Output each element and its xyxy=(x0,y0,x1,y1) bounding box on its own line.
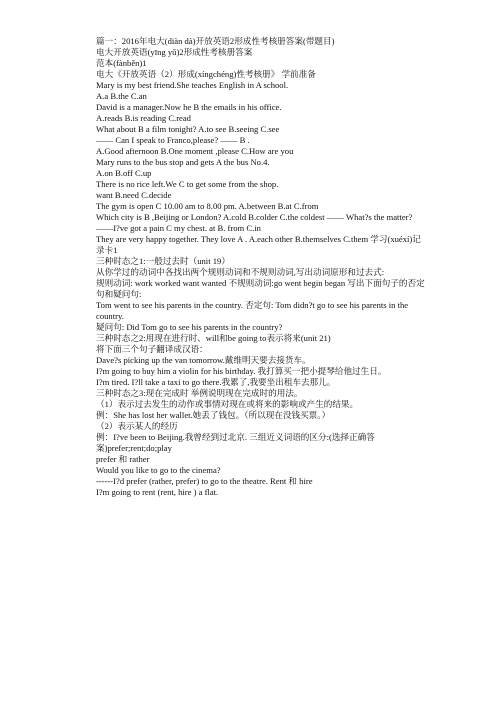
question-line: Mary is my best friend.She teaches English in A school. xyxy=(96,80,289,90)
options-line: A.reads B.is reading C.read xyxy=(96,113,191,123)
answer-line: I?m going to rent (rent, hire ) a flat. xyxy=(96,487,219,497)
question-line: They are very happy together. They love A . A.each other B.themselves C.them 学习(xuéxí)记录卡1 xyxy=(96,234,421,255)
doc-line: 范本(fànběn)1 xyxy=(96,58,147,68)
question-line: There is no rice left.We C to get some from the shop. xyxy=(96,179,279,189)
section-heading: 三种时态之2:用现在进行时、will和be going to表示将来(unit 21) xyxy=(96,333,331,343)
answer-line: I?m going to buy him a violin for his birthday. 我打算买一把小提琴给他过生日。 xyxy=(96,366,387,376)
answer-line: prefer 和 rather xyxy=(96,454,150,464)
answer-line: 例：I?ve been to Beijing.我曾经到过北京. 三组近义词语的区分:(选择正确答案)prefer;rent;do;play xyxy=(96,432,375,453)
answer-line: Tom went to see his parents in the country. 否定句: Tom didn?t go to see his parents in the country. xyxy=(96,300,409,321)
section-heading: 三种时态之1:一般过去时（unit 19） xyxy=(96,256,230,266)
answer-line: 例：She has lost her wallet.她丢了钱包。（所以现在没钱买票。） xyxy=(96,410,331,420)
answer-line: I?m tired. I?ll take a taxi to go there.我累了,我要坐出租车去那儿。 xyxy=(96,377,336,387)
options-line: A.a B.the C.an xyxy=(96,91,147,101)
answer-line: 疑问句: Did Tom go to see his parents in the country? xyxy=(96,322,283,332)
answer-line: （2）表示某人的经历 xyxy=(96,421,178,431)
section-heading: 三种时态之3:现在完成时 举例说明现在完成时的用法。 xyxy=(96,388,303,398)
answer-line: Dave?s picking up the van tomorrow.戴维明天要去接货车。 xyxy=(96,355,311,365)
question-line: Mary runs to the bus stop and gets A the bus No.4. xyxy=(96,157,270,167)
answer-line: 规则动词: work worked want wanted 不规则动词:go went begin began 写出下面句子的否定句和疑问句: xyxy=(96,278,425,299)
options-line: A.Good afternoon B.One moment ,please C.How are you xyxy=(96,146,294,156)
question-line: The gym is open C 10.00 am to 8.00 pm. A.between B.at C.from xyxy=(96,201,319,211)
instruction-line: 将下面三个句子翻译成汉语： xyxy=(96,344,208,354)
question-line: —— Can I speak to Franco,please? —— B . xyxy=(96,135,250,145)
options-line: A.on B.off C.up xyxy=(96,168,152,178)
answer-line: （1）表示过去发生的动作或事情对现在或将来的影响或产生的结果。 xyxy=(96,399,359,409)
section-heading: 电大《开放英语（2）形成(xíngchéng)性考核册》 学前准备 xyxy=(96,69,316,79)
question-line: What about B a film tonight? A.to see B.seeing C.see xyxy=(96,124,280,134)
answer-line: Would you like to go to the cinema? xyxy=(96,465,221,475)
question-line: Which city is B ,Beijing or London? A.cold B.colder C.the coldest —— What?s the matter? xyxy=(96,212,413,222)
doc-title: 篇一：2016年电大(diàn dà)开放英语2形成性考核册答案(带题目) xyxy=(96,36,335,46)
doc-subtitle: 电大开放英语(yīng yǔ)2形成性考核册答案 xyxy=(96,47,253,57)
answer-line: ------I?d prefer (rather, prefer) to go to the theatre. Rent 和 hire xyxy=(96,476,313,486)
question-line: ——I?ve got a pain C my chest. at B. from C.in xyxy=(96,223,261,233)
question-line: David is a manager.Now he B the emails in his office. xyxy=(96,102,282,112)
options-line: want B.need C.decide xyxy=(96,190,172,200)
instruction-line: 从你学过的动词中各找出两个规则动词和不规则动词,写出动词原形和过去式: xyxy=(96,267,385,277)
